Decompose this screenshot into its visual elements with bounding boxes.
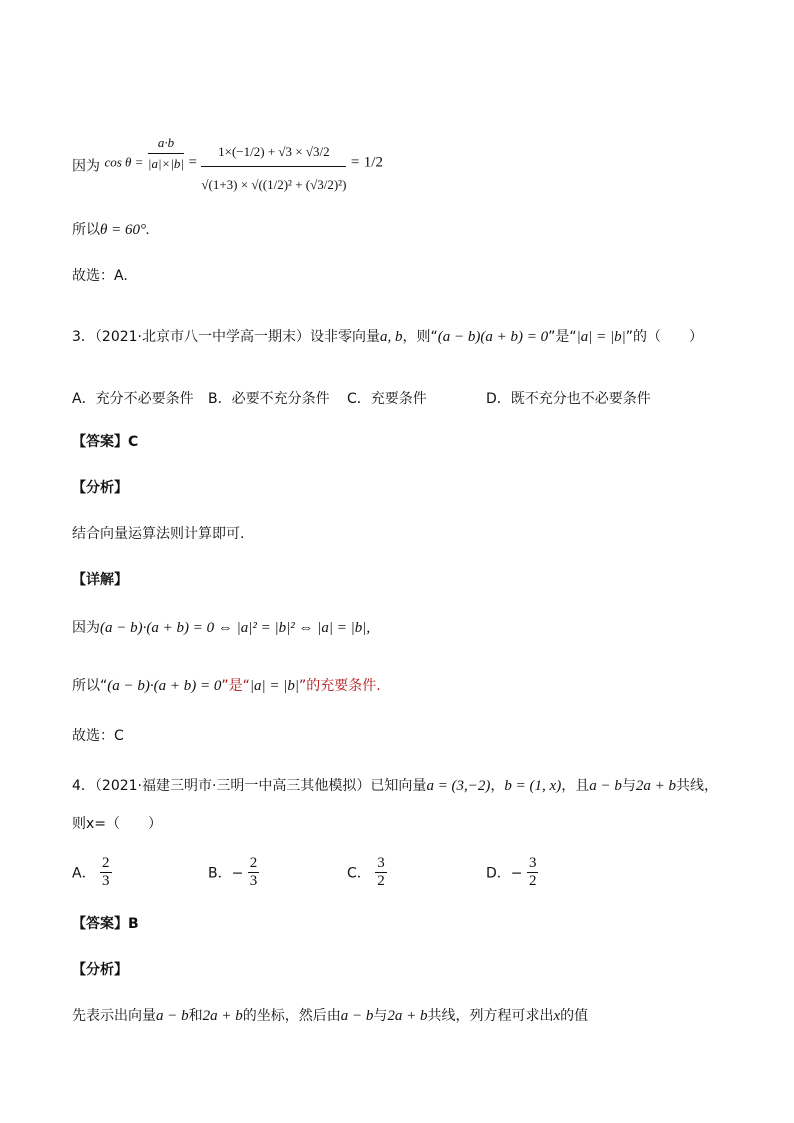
q3-answer-tag: 【答案】C [72, 434, 139, 450]
dot-fraction [148, 133, 184, 174]
q3-detail2-end: ”的充要条件. [299, 678, 381, 694]
cos-lhs: cos θ = [104, 154, 144, 170]
q4-analysis-v1: a − b [156, 1008, 189, 1024]
cos-result: 1/2 [363, 154, 383, 171]
q4-option-d-den: 2 [528, 873, 537, 889]
q3-condition: (a − b)(a + b) = 0 [437, 329, 549, 345]
q4-analysis-p3: 共线，列方程可求出 [427, 1008, 554, 1024]
q3-choose: 故选：C [72, 728, 124, 744]
q4-analysis [72, 1006, 588, 1026]
q3-detail2-mid: ”是“ [221, 678, 250, 694]
so-label: 所以 [72, 222, 100, 238]
q4-collinear: 共线， [675, 778, 718, 794]
q4-analysis-with: 与 [373, 1008, 388, 1024]
q4-option-b-frac [248, 855, 260, 890]
q3-option-d: D．既不充分也不必要条件 [486, 391, 651, 407]
q4-option-c [347, 855, 387, 890]
q3-detail1-math: (a − b)·(a + b) = 0 ⇔ |a|² = |b|² ⇔ |a| = |b|, [100, 620, 371, 636]
q3-detail-line1 [72, 618, 370, 638]
q3-stem-mid1: ，则“ [402, 329, 438, 345]
q4-option-a-label: A． [72, 865, 96, 882]
q3-option-b: B．必要不充分条件 [208, 391, 330, 407]
q4-stem-mid: ，且 [561, 778, 590, 794]
q4-option-b-label: B．− [208, 865, 244, 882]
q4-analysis-p4: 的值 [560, 1008, 589, 1024]
q4-b-def: b = (1, x) [504, 778, 562, 794]
q3-detail-line2 [72, 676, 381, 696]
q4-option-c-num: 3 [377, 855, 385, 871]
q4-analysis-v4: 2a + b [387, 1008, 428, 1024]
q4-a-def: a = (3,−2) [426, 778, 491, 794]
q3-stem-mid2: ”是“ [548, 329, 577, 345]
q3-detail1-prefix: 因为 [72, 620, 100, 636]
cos-formula-line: 因为 cos θ = $\frac{a\cdot b}{|a|\times|b|}$ = $\frac{1\times(-1/2) + √3 \times √3/2}{\text{√(1+3) × √((1/2)² + (√3/2)²)}}$ = 1/2 [72, 138, 383, 195]
q4-option-a [72, 855, 112, 890]
big-denominator: √(1+3) × √((1/2)² + (√3/2)²) [201, 177, 347, 192]
q4-analysis-and: 和 [188, 1008, 203, 1024]
q4-with: 与 [621, 778, 636, 794]
dot-numerator: a·b [148, 133, 184, 154]
q4-analysis-x: x [553, 1008, 561, 1024]
q3-stem-end: ”的（ ） [625, 329, 704, 345]
q4-analysis-p1: 先表示出向量 [72, 1008, 156, 1024]
q4-analysis-v2: 2a + b [202, 1008, 243, 1024]
q4-option-d-frac [527, 855, 539, 890]
q4-analysis-v3: a − b [340, 1008, 374, 1024]
q4-stem-prefix: 4．（2021·福建三明市·三明一中高三其他模拟）已知向量 [72, 778, 427, 794]
theta-value: θ = 60°. [100, 222, 150, 238]
q4-option-c-frac [375, 855, 387, 890]
q3-analysis: 结合向量运算法则计算即可. [72, 526, 245, 542]
q4-analysis-tag: 【分析】 [72, 962, 128, 978]
big-fraction [201, 138, 346, 195]
theta-line [72, 220, 150, 240]
q3-condition2: |a| = |b| [576, 329, 626, 345]
q4-option-d-label: D．− [486, 865, 523, 882]
q4-option-c-label: C． [347, 865, 371, 882]
q4-option-a-frac [100, 855, 112, 890]
s1-answer-line: 故选：A. [72, 268, 128, 284]
q4-option-c-den: 2 [377, 873, 385, 889]
q3-detail2-prefix: 所以“ [72, 678, 108, 694]
q3-stem [72, 327, 703, 347]
q3-option-c: C．充要条件 [347, 391, 427, 407]
q4-stem-line2: 则x=（ ） [72, 816, 163, 832]
q3-stem-prefix: 3．（2021·北京市八一中学高一期末）设非零向量 [72, 329, 380, 345]
q4-stem [72, 776, 718, 796]
q4-option-d-num: 3 [528, 855, 537, 871]
big-numerator: 1×(−1/2) + √3 × √3/2 [201, 138, 346, 167]
q4-answer-tag: 【答案】B [72, 916, 139, 932]
because-label: 因为 [72, 158, 100, 175]
q3-vectors: a, b [380, 329, 403, 345]
q3-detail2-cond-a: (a − b)·(a + b) = 0 [107, 678, 222, 694]
q4-v2: 2a + b [635, 778, 676, 794]
q4-v1: a − b [589, 778, 622, 794]
q4-option-b-num: 2 [249, 855, 258, 871]
q4-sep: ， [490, 778, 505, 794]
dot-denominator: |a|×|b| [147, 156, 184, 171]
q4-analysis-p2: 的坐标，然后由 [242, 1008, 341, 1024]
q3-analysis-tag: 【分析】 [72, 480, 128, 496]
q4-option-d [486, 855, 538, 890]
q4-option-b [208, 855, 259, 890]
q3-detail-tag: 【详解】 [72, 572, 128, 588]
q4-option-b-den: 3 [249, 873, 258, 889]
q4-option-a-den: 3 [102, 873, 110, 889]
q3-detail2-cond-b: |a| = |b| [249, 678, 300, 694]
q3-option-a: A．充分不必要条件 [72, 391, 194, 407]
q4-option-a-num: 2 [102, 855, 110, 871]
